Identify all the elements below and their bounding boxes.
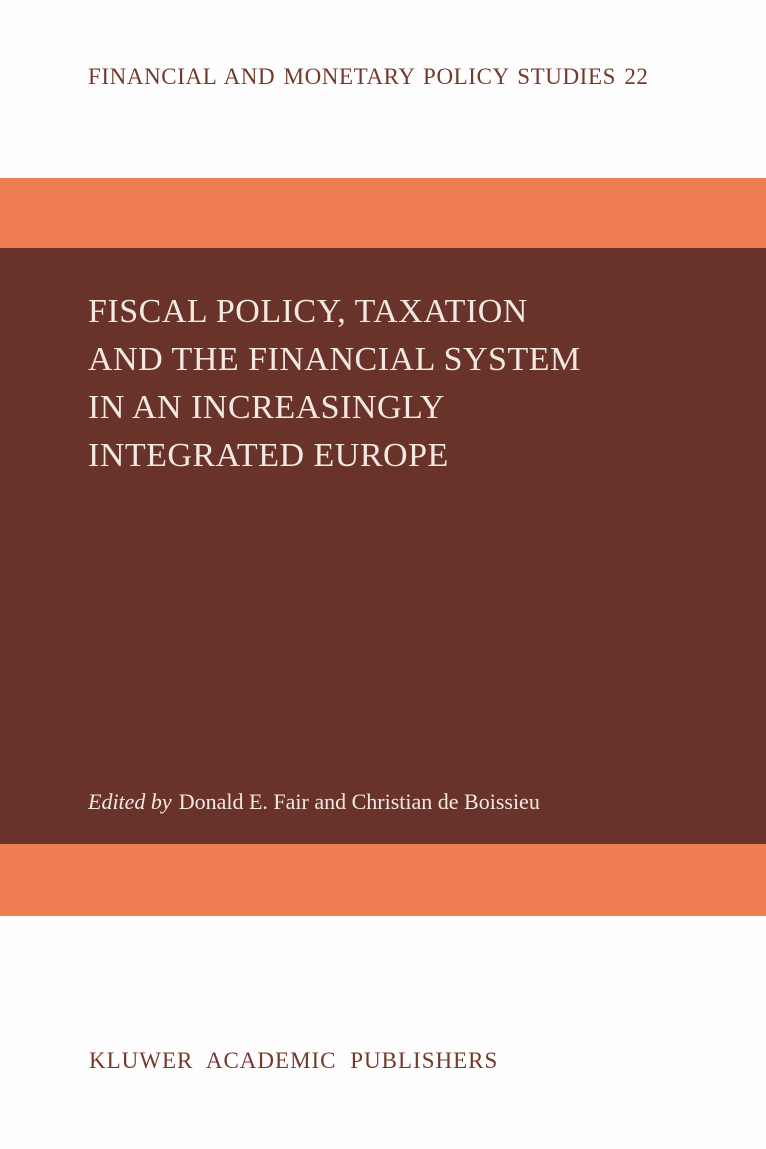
book-title bbox=[88, 288, 581, 480]
editors-line bbox=[88, 789, 540, 815]
edited-by-label: Edited by bbox=[88, 789, 172, 814]
publisher-name: KLUWER ACADEMIC PUBLISHERS bbox=[89, 1048, 499, 1073]
title-line-2: AND THE FINANCIAL SYSTEM bbox=[88, 341, 581, 378]
title-line-1: FISCAL POLICY, TAXATION bbox=[88, 293, 528, 330]
title-panel bbox=[0, 248, 766, 844]
title-line-3: IN AN INCREASINGLY bbox=[88, 389, 445, 426]
editor-names: Donald E. Fair and Christian de Boissieu bbox=[178, 789, 540, 814]
bottom-accent-band bbox=[0, 844, 766, 916]
top-accent-band bbox=[0, 178, 766, 248]
title-line-4: INTEGRATED EUROPE bbox=[88, 437, 449, 474]
series-label: FINANCIAL AND MONETARY POLICY STUDIES 22 bbox=[88, 64, 649, 89]
